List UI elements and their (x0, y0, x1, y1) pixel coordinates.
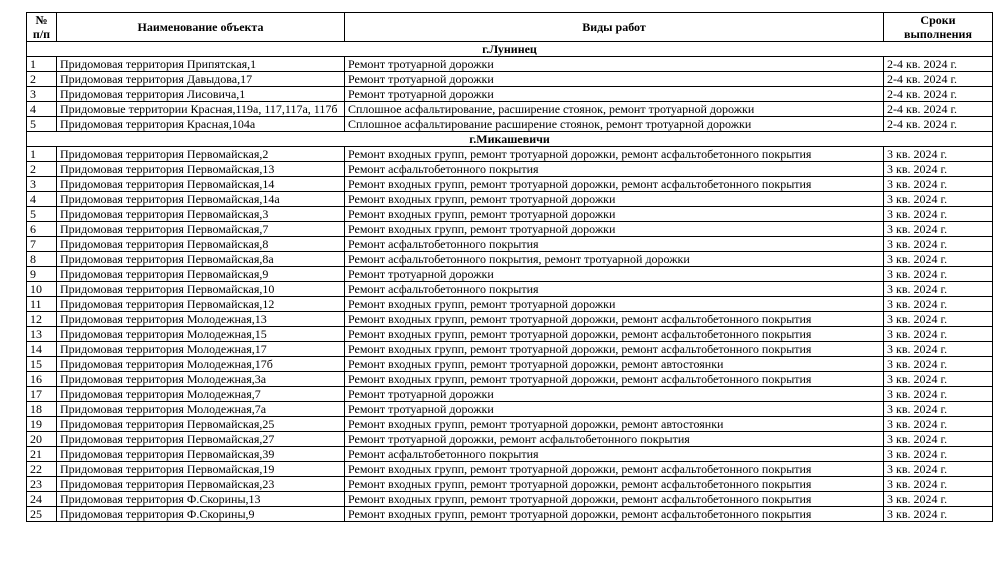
cell-num: 25 (27, 507, 57, 522)
cell-num: 5 (27, 117, 57, 132)
cell-name: Придомовая территория Припятская,1 (57, 57, 345, 72)
cell-works: Ремонт асфальтобетонного покрытия, ремонт тротуарной дорожки (345, 252, 884, 267)
cell-name: Придомовая территория Первомайская,27 (57, 432, 345, 447)
cell-works: Ремонт входных групп, ремонт тротуарной дорожки, ремонт автостоянки (345, 417, 884, 432)
table-row (27, 252, 993, 267)
cell-term: 3 кв. 2024 г. (884, 342, 993, 357)
table-body (27, 42, 993, 522)
cell-works: Ремонт входных групп, ремонт тротуарной дорожки (345, 192, 884, 207)
table-header-row (27, 13, 993, 42)
cell-term: 3 кв. 2024 г. (884, 447, 993, 462)
cell-name: Придомовая территория Первомайская,23 (57, 477, 345, 492)
cell-works: Ремонт тротуарной дорожки, ремонт асфальтобетонного покрытия (345, 432, 884, 447)
header-num: № п/п (27, 13, 57, 42)
cell-name: Придомовая территория Молодежная,13 (57, 312, 345, 327)
cell-name: Придомовая территория Молодежная,15 (57, 327, 345, 342)
table-row (27, 387, 993, 402)
cell-term: 3 кв. 2024 г. (884, 387, 993, 402)
cell-works: Ремонт асфальтобетонного покрытия (345, 162, 884, 177)
table-row (27, 192, 993, 207)
header-terms: Сроки выполнения (884, 13, 993, 42)
cell-term: 3 кв. 2024 г. (884, 222, 993, 237)
cell-num: 24 (27, 492, 57, 507)
cell-name: Придомовая территория Ф.Скорины,9 (57, 507, 345, 522)
cell-works: Ремонт тротуарной дорожки (345, 57, 884, 72)
cell-works: Ремонт асфальтобетонного покрытия (345, 447, 884, 462)
cell-works: Сплошное асфальтирование, расширение стоянок, ремонт тротуарной дорожки (345, 102, 884, 117)
cell-term: 3 кв. 2024 г. (884, 177, 993, 192)
works-table-container (26, 12, 992, 522)
cell-num: 23 (27, 477, 57, 492)
cell-works: Ремонт входных групп, ремонт тротуарной дорожки, ремонт асфальтобетонного покрытия (345, 462, 884, 477)
table-row (27, 372, 993, 387)
cell-num: 20 (27, 432, 57, 447)
cell-name: Придомовая территория Молодежная,7 (57, 387, 345, 402)
cell-term: 3 кв. 2024 г. (884, 282, 993, 297)
cell-num: 18 (27, 402, 57, 417)
cell-num: 7 (27, 237, 57, 252)
table-row (27, 447, 993, 462)
cell-term: 3 кв. 2024 г. (884, 267, 993, 282)
cell-name: Придомовая территория Первомайская,2 (57, 147, 345, 162)
cell-name: Придомовая территория Ф.Скорины,13 (57, 492, 345, 507)
cell-works: Ремонт входных групп, ремонт тротуарной дорожки (345, 297, 884, 312)
cell-name: Придомовая территория Первомайская,14 (57, 177, 345, 192)
cell-works: Ремонт асфальтобетонного покрытия (345, 282, 884, 297)
table-row (27, 342, 993, 357)
table-row (27, 267, 993, 282)
cell-name: Придомовая территория Первомайская,19 (57, 462, 345, 477)
cell-term: 3 кв. 2024 г. (884, 297, 993, 312)
cell-term: 3 кв. 2024 г. (884, 402, 993, 417)
cell-num: 14 (27, 342, 57, 357)
table-row (27, 402, 993, 417)
cell-term: 3 кв. 2024 г. (884, 477, 993, 492)
table-row (27, 492, 993, 507)
cell-term: 2-4 кв. 2024 г. (884, 57, 993, 72)
cell-term: 3 кв. 2024 г. (884, 252, 993, 267)
cell-num: 21 (27, 447, 57, 462)
section-title: г.Микашевичи (27, 132, 993, 147)
cell-name: Придомовая территория Молодежная,17 (57, 342, 345, 357)
cell-works: Ремонт входных групп, ремонт тротуарной дорожки (345, 207, 884, 222)
cell-works: Ремонт асфальтобетонного покрытия (345, 237, 884, 252)
cell-term: 3 кв. 2024 г. (884, 207, 993, 222)
cell-works: Ремонт входных групп, ремонт тротуарной дорожки, ремонт асфальтобетонного покрытия (345, 372, 884, 387)
cell-name: Придомовая территория Первомайская,8а (57, 252, 345, 267)
cell-num: 1 (27, 57, 57, 72)
cell-works: Ремонт входных групп, ремонт тротуарной дорожки, ремонт асфальтобетонного покрытия (345, 147, 884, 162)
cell-name: Придомовая территория Первомайская,12 (57, 297, 345, 312)
table-row (27, 297, 993, 312)
cell-num: 3 (27, 177, 57, 192)
cell-works: Ремонт входных групп, ремонт тротуарной дорожки (345, 222, 884, 237)
table-row (27, 162, 993, 177)
cell-name: Придомовая территория Первомайская,10 (57, 282, 345, 297)
cell-term: 3 кв. 2024 г. (884, 357, 993, 372)
cell-num: 6 (27, 222, 57, 237)
cell-name: Придомовая территория Первомайская,9 (57, 267, 345, 282)
cell-term: 3 кв. 2024 г. (884, 462, 993, 477)
table-row (27, 222, 993, 237)
cell-term: 3 кв. 2024 г. (884, 507, 993, 522)
cell-num: 17 (27, 387, 57, 402)
cell-num: 2 (27, 72, 57, 87)
cell-term: 3 кв. 2024 г. (884, 192, 993, 207)
section-title: г.Лунинец (27, 42, 993, 57)
cell-term: 3 кв. 2024 г. (884, 327, 993, 342)
cell-num: 11 (27, 297, 57, 312)
cell-term: 2-4 кв. 2024 г. (884, 87, 993, 102)
table-row (27, 177, 993, 192)
cell-works: Ремонт входных групп, ремонт тротуарной дорожки, ремонт асфальтобетонного покрытия (345, 507, 884, 522)
cell-works: Ремонт тротуарной дорожки (345, 387, 884, 402)
section-row (27, 42, 993, 57)
cell-num: 15 (27, 357, 57, 372)
cell-term: 3 кв. 2024 г. (884, 147, 993, 162)
cell-num: 4 (27, 192, 57, 207)
header-works: Виды работ (345, 13, 884, 42)
table-row (27, 117, 993, 132)
cell-name: Придомовая территория Первомайская,3 (57, 207, 345, 222)
cell-num: 10 (27, 282, 57, 297)
cell-name: Придомовая территория Давыдова,17 (57, 72, 345, 87)
cell-num: 16 (27, 372, 57, 387)
cell-num: 8 (27, 252, 57, 267)
cell-name: Придомовая территория Лисовича,1 (57, 87, 345, 102)
table-row (27, 147, 993, 162)
works-table (26, 12, 993, 522)
cell-name: Придомовая территория Первомайская,39 (57, 447, 345, 462)
section-row (27, 132, 993, 147)
cell-term: 3 кв. 2024 г. (884, 162, 993, 177)
cell-term: 3 кв. 2024 г. (884, 312, 993, 327)
table-row (27, 312, 993, 327)
table-row (27, 462, 993, 477)
cell-num: 4 (27, 102, 57, 117)
cell-term: 3 кв. 2024 г. (884, 492, 993, 507)
cell-name: Придомовая территория Первомайская,8 (57, 237, 345, 252)
cell-num: 3 (27, 87, 57, 102)
cell-num: 12 (27, 312, 57, 327)
cell-name: Придомовая территория Первомайская,25 (57, 417, 345, 432)
cell-works: Ремонт входных групп, ремонт тротуарной дорожки, ремонт асфальтобетонного покрытия (345, 327, 884, 342)
cell-num: 13 (27, 327, 57, 342)
cell-num: 9 (27, 267, 57, 282)
cell-name: Придомовая территория Красная,104а (57, 117, 345, 132)
cell-name: Придомовая территория Первомайская,7 (57, 222, 345, 237)
table-row (27, 87, 993, 102)
cell-term: 2-4 кв. 2024 г. (884, 117, 993, 132)
cell-name: Придомовые территории Красная,119а, 117,117а, 117б (57, 102, 345, 117)
cell-works: Ремонт входных групп, ремонт тротуарной дорожки, ремонт асфальтобетонного покрытия (345, 492, 884, 507)
table-row (27, 507, 993, 522)
cell-term: 3 кв. 2024 г. (884, 417, 993, 432)
table-row (27, 282, 993, 297)
header-name: Наименование объекта (57, 13, 345, 42)
cell-name: Придомовая территория Молодежная,3а (57, 372, 345, 387)
cell-num: 19 (27, 417, 57, 432)
cell-num: 5 (27, 207, 57, 222)
table-row (27, 237, 993, 252)
cell-term: 2-4 кв. 2024 г. (884, 102, 993, 117)
table-row (27, 477, 993, 492)
table-row (27, 357, 993, 372)
cell-name: Придомовая территория Молодежная,7а (57, 402, 345, 417)
table-row (27, 72, 993, 87)
cell-works: Ремонт входных групп, ремонт тротуарной дорожки, ремонт асфальтобетонного покрытия (345, 177, 884, 192)
cell-name: Придомовая территория Первомайская,14а (57, 192, 345, 207)
cell-name: Придомовая территория Первомайская,13 (57, 162, 345, 177)
cell-works: Ремонт входных групп, ремонт тротуарной дорожки, ремонт асфальтобетонного покрытия (345, 342, 884, 357)
table-row (27, 57, 993, 72)
cell-num: 1 (27, 147, 57, 162)
cell-works: Ремонт тротуарной дорожки (345, 267, 884, 282)
cell-works: Ремонт входных групп, ремонт тротуарной дорожки, ремонт автостоянки (345, 357, 884, 372)
cell-works: Ремонт тротуарной дорожки (345, 402, 884, 417)
cell-works: Сплошное асфальтирование расширение стоянок, ремонт тротуарной дорожки (345, 117, 884, 132)
table-row (27, 207, 993, 222)
cell-works: Ремонт входных групп, ремонт тротуарной дорожки, ремонт асфальтобетонного покрытия (345, 477, 884, 492)
cell-works: Ремонт входных групп, ремонт тротуарной дорожки, ремонт асфальтобетонного покрытия (345, 312, 884, 327)
cell-name: Придомовая территория Молодежная,17б (57, 357, 345, 372)
table-row (27, 417, 993, 432)
table-row (27, 432, 993, 447)
table-row (27, 102, 993, 117)
cell-num: 2 (27, 162, 57, 177)
cell-works: Ремонт тротуарной дорожки (345, 87, 884, 102)
cell-num: 22 (27, 462, 57, 477)
cell-term: 3 кв. 2024 г. (884, 372, 993, 387)
cell-term: 3 кв. 2024 г. (884, 432, 993, 447)
cell-term: 2-4 кв. 2024 г. (884, 72, 993, 87)
cell-works: Ремонт тротуарной дорожки (345, 72, 884, 87)
table-row (27, 327, 993, 342)
cell-term: 3 кв. 2024 г. (884, 237, 993, 252)
